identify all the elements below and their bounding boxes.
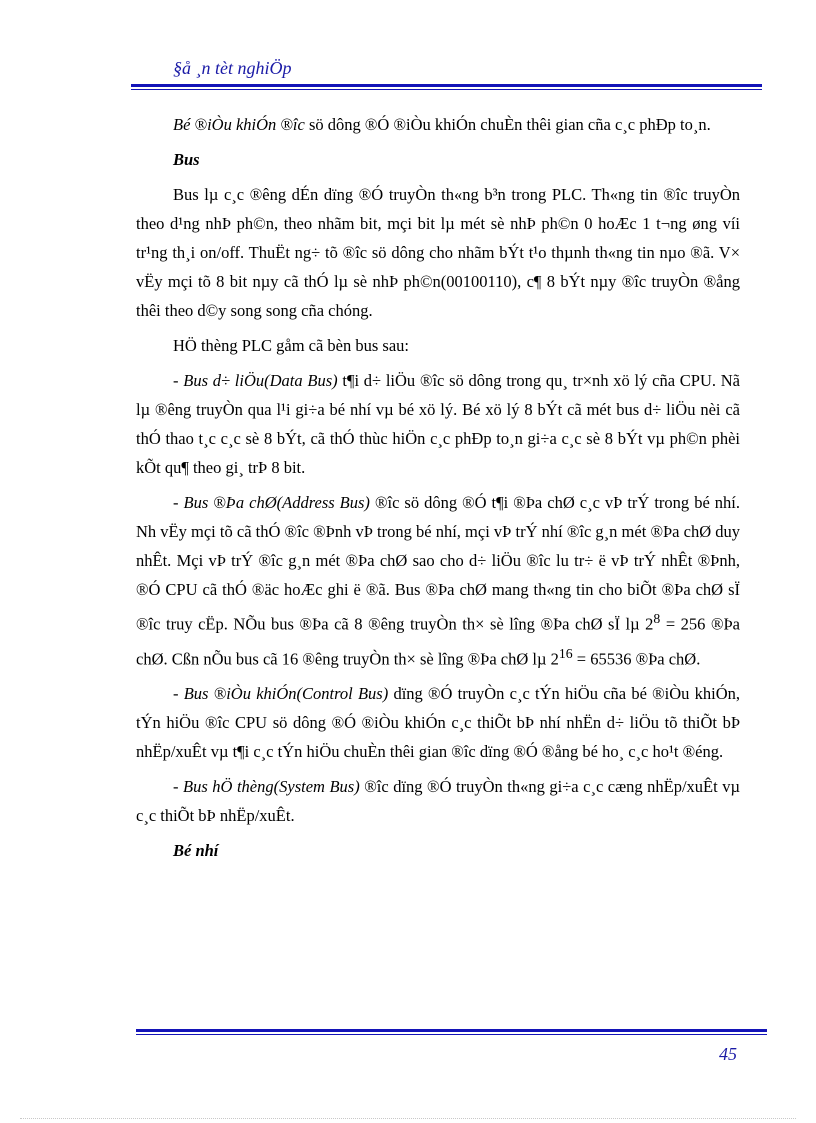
page-number: 45 bbox=[719, 1044, 737, 1064]
power-16-exponent: 16 bbox=[558, 645, 573, 661]
paragraph-data-bus bbox=[136, 366, 740, 482]
heading-memory: Bé nhí bbox=[173, 841, 219, 860]
data-bus-text: t¶i d÷ liÖu ®îc sö dông trong qu¸ tr×nh xö lý cña CPU. Nã lµ ®êng truyÒn qua l¹i gi÷a bé nhí vµ bé xö lý. Bé xö lý 8 bÝt cã mét bus d÷ liÖu nèi cã thÓ thao t¸c c¸c sè 8 bÝt, cã thÓ thùc hiÖn c¸c phÐp to¸n gi÷a c¸c sè 8 bÝt vµ ph©n phèi kÕt qu¶ theo gi¸ trÞ 8 bit. bbox=[136, 371, 740, 477]
control-unit-lead: Bé ®iÒu khiÓn ®îc bbox=[173, 115, 305, 134]
control-bus-term: - Bus ®iÒu khiÓn(Control Bus) bbox=[173, 684, 389, 703]
address-bus-text-mid: = 256 ®Þa chØ. Cßn nÕu bus cã 16 ®êng truyÒn th× sè lîng ®Þa chØ lµ bbox=[136, 614, 740, 668]
system-bus-term: - Bus hÖ thèng(System Bus) bbox=[173, 777, 360, 796]
page-edge-divider bbox=[20, 1118, 796, 1119]
paragraph-control-unit bbox=[136, 110, 740, 139]
paragraph-bus-intro: Bus lµ c¸c ®êng dÉn dïng ®Ó truyÒn th«ng b³n trong PLC. Th«ng tin ®îc truyÒn theo d¹ng nhÞ ph©n, theo nhãm bit, mçi bit lµ mét sè nhÞ ph©n 0 hoÆc 1 t¬ng øng víi tr¹ng th¸i on/off. ThuËt ng÷ tõ ®îc sö dông cho nhãm bÝt t¹o thµnh th«ng tin nµo ®ã. V× vËy mçi tõ 8 bit nµy cã thÓ lµ sè nhÞ ph©n(00100110), c¶ 8 bÝt nµy ®îc truyÒn ®ång thêi theo d©y song song cña chóng. bbox=[136, 185, 740, 320]
control-unit-text: sö dông ®Ó ®iÒu khiÓn chuÈn thêi gian cña c¸c phÐp to¸n. bbox=[304, 115, 711, 134]
paragraph-system-bus bbox=[136, 772, 740, 830]
power-8-exponent: 8 bbox=[653, 611, 661, 626]
header-rule-thin bbox=[131, 89, 762, 90]
address-bus-text: ®îc sö dông ®Ó t¶i ®Þa chØ c¸c vÞ trÝ trong bé nhí. Nh vËy mçi tõ cã thÓ ®îc ®Þnh vÞ trong bé nhí, mçi vÞ trÝ nhí ®îc g¸n mét ®Þa chØ duy nhÊt. Mçi vÞ trÝ ®îc g¸n mét ®Þa chØ sao cho d÷ liÖu ®îc lu tr÷ ë vÞ trÝ nhÊt ®Þnh, ®Ó CPU cã thÓ ®äc hoÆc ghi ë ®ã. Bus ®Þa chØ mang th«ng tin cho biÕt ®Þa chØ sÏ ®îc truy cËp. NÕu bus ®Þa cã 8 ®êng truyÒn th× sè lîng ®Þa chØ sÏ lµ bbox=[136, 493, 740, 634]
power-8-base: 2 bbox=[645, 614, 654, 634]
document-header-title: §å ¸n tèt nghiÖp bbox=[173, 58, 292, 78]
paragraph-address-bus bbox=[136, 488, 740, 673]
header-rule bbox=[131, 84, 762, 87]
control-bus-text: dïng ®Ó truyÒn c¸c tÝn hiÖu cña bé ®iÒu khiÓn, tÝn hiÖu ®îc CPU sö dông ®Ó ®iÒu khiÓn c¸c thiÕt bÞ nhí nhËn d÷ liÖu tõ thiÕt bÞ nhËp/xuÊt vµ t¶i c¸c tÝn hiÖu chuÈn thêi gian ®îc dïng ®Ó ®ång bé ho¸ c¸c ho¹t ®éng. bbox=[136, 684, 740, 761]
paragraph-control-bus bbox=[136, 679, 740, 766]
address-bus-text-end: = 65536 ®Þa chØ. bbox=[572, 649, 701, 668]
power-16-base: 2 bbox=[550, 649, 559, 668]
data-bus-term: - Bus d÷ liÖu(Data Bus) bbox=[173, 371, 338, 390]
address-bus-term: - Bus ®Þa chØ(Address Bus) bbox=[173, 493, 370, 512]
page-body bbox=[136, 110, 740, 871]
paragraph-bus-list: HÖ thèng PLC gåm cã bèn bus sau: bbox=[173, 336, 410, 355]
footer-rule bbox=[136, 1029, 767, 1032]
heading-bus: Bus bbox=[173, 150, 200, 169]
footer-rule-thin bbox=[136, 1034, 767, 1035]
system-bus-text: ®îc dïng ®Ó truyÒn th«ng gi÷a c¸c cæng nhËp/xuÊt vµ c¸c thiÕt bÞ nhËp/xuÊt. bbox=[136, 777, 740, 825]
